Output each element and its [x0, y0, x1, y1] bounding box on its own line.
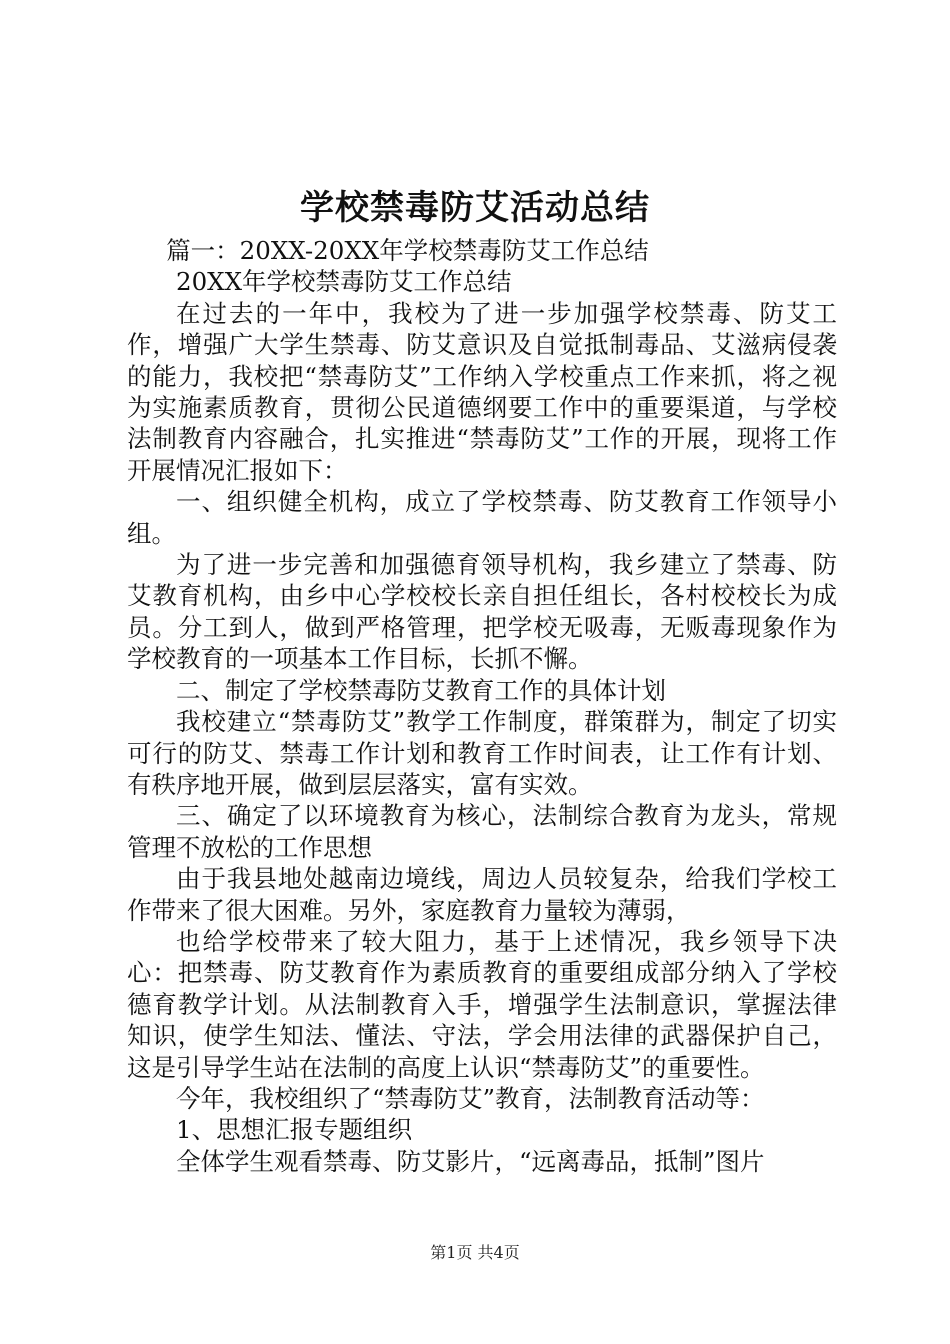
paragraph-intro: 在过去的一年中，我校为了进一步加强学校禁毒、防艾工作，增强广大学生禁毒、防艾意识及自觉抵制毒品、艾滋病侵袭的能力，我校把“禁毒防艾”工作纳入学校重点工作来抓，将之视为实施素质教育，贯彻公民道德纲要工作中的重要渠道，与学校法制教育内容融合，扎实推进“禁毒防艾”工作的开展，现将工作开展情况汇报如下：	[127, 298, 837, 485]
paragraph-article-heading: 篇一：20XX-20XX年学校禁毒防艾工作总结	[166, 236, 649, 265]
page-number-footer: 第1页 共4页	[430, 1243, 520, 1262]
paragraph-activity-one-body: 全体学生观看禁毒、防艾影片，“远离毒品，抵制”图片	[176, 1146, 765, 1176]
document-body	[127, 235, 837, 1177]
paragraph-section-one-body: 为了进一步完善和加强德育领导机构，我乡建立了禁毒、防艾教育机构，由乡中心学校校长亲自担任组长，各村校校长为成员。分工到人，做到严格管理，把学校无吸毒，无贩毒现象作为学校教育的一项基本工作目标，长抓不懈。	[127, 550, 837, 674]
paragraph-section-three-body-2: 也给学校带来了较大阻力，基于上述情况，我乡领导下决心：把禁毒、防艾教育作为素质教育的重要组成部分纳入了学校德育教学计划。从法制教育入手，增强学生法制意识，掌握法律知识，使学生知法、懂法、守法，学会用法律的武器保护自己，这是引导学生站在法制的高度上认识“禁毒防艾”的重要性。	[127, 926, 837, 1082]
paragraph-section-three-heading: 三、确定了以环境教育为核心，法制综合教育为龙头，常规管理不放松的工作思想	[127, 801, 837, 862]
paragraph-section-three-body-1: 由于我县地处越南边境线，周边人员较复杂，给我们学校工作带来了很大困难。另外，家庭教育力量较为薄弱，	[127, 864, 837, 925]
paragraph-activity-one-heading: 1、思想汇报专题组织	[176, 1115, 413, 1145]
document-title: 学校禁毒防艾活动总结	[300, 188, 650, 228]
paragraph-section-two-body: 我校建立“禁毒防艾”教学工作制度，群策群为，制定了切实可行的防艾、禁毒工作计划和教育工作时间表，让工作有计划、有秩序地开展，做到层层落实，富有实效。	[127, 707, 837, 799]
paragraph-section-two-heading: 二、制定了学校禁毒防艾教育工作的具体计划	[176, 675, 666, 705]
paragraph-section-one-heading: 一、组织健全机构，成立了学校禁毒、防艾教育工作领导小组。	[127, 487, 837, 548]
paragraph-summary-heading: 20XX年学校禁毒防艾工作总结	[176, 267, 512, 297]
paragraph-activities-intro: 今年，我校组织了“禁毒防艾”教育，法制教育活动等：	[176, 1083, 765, 1113]
